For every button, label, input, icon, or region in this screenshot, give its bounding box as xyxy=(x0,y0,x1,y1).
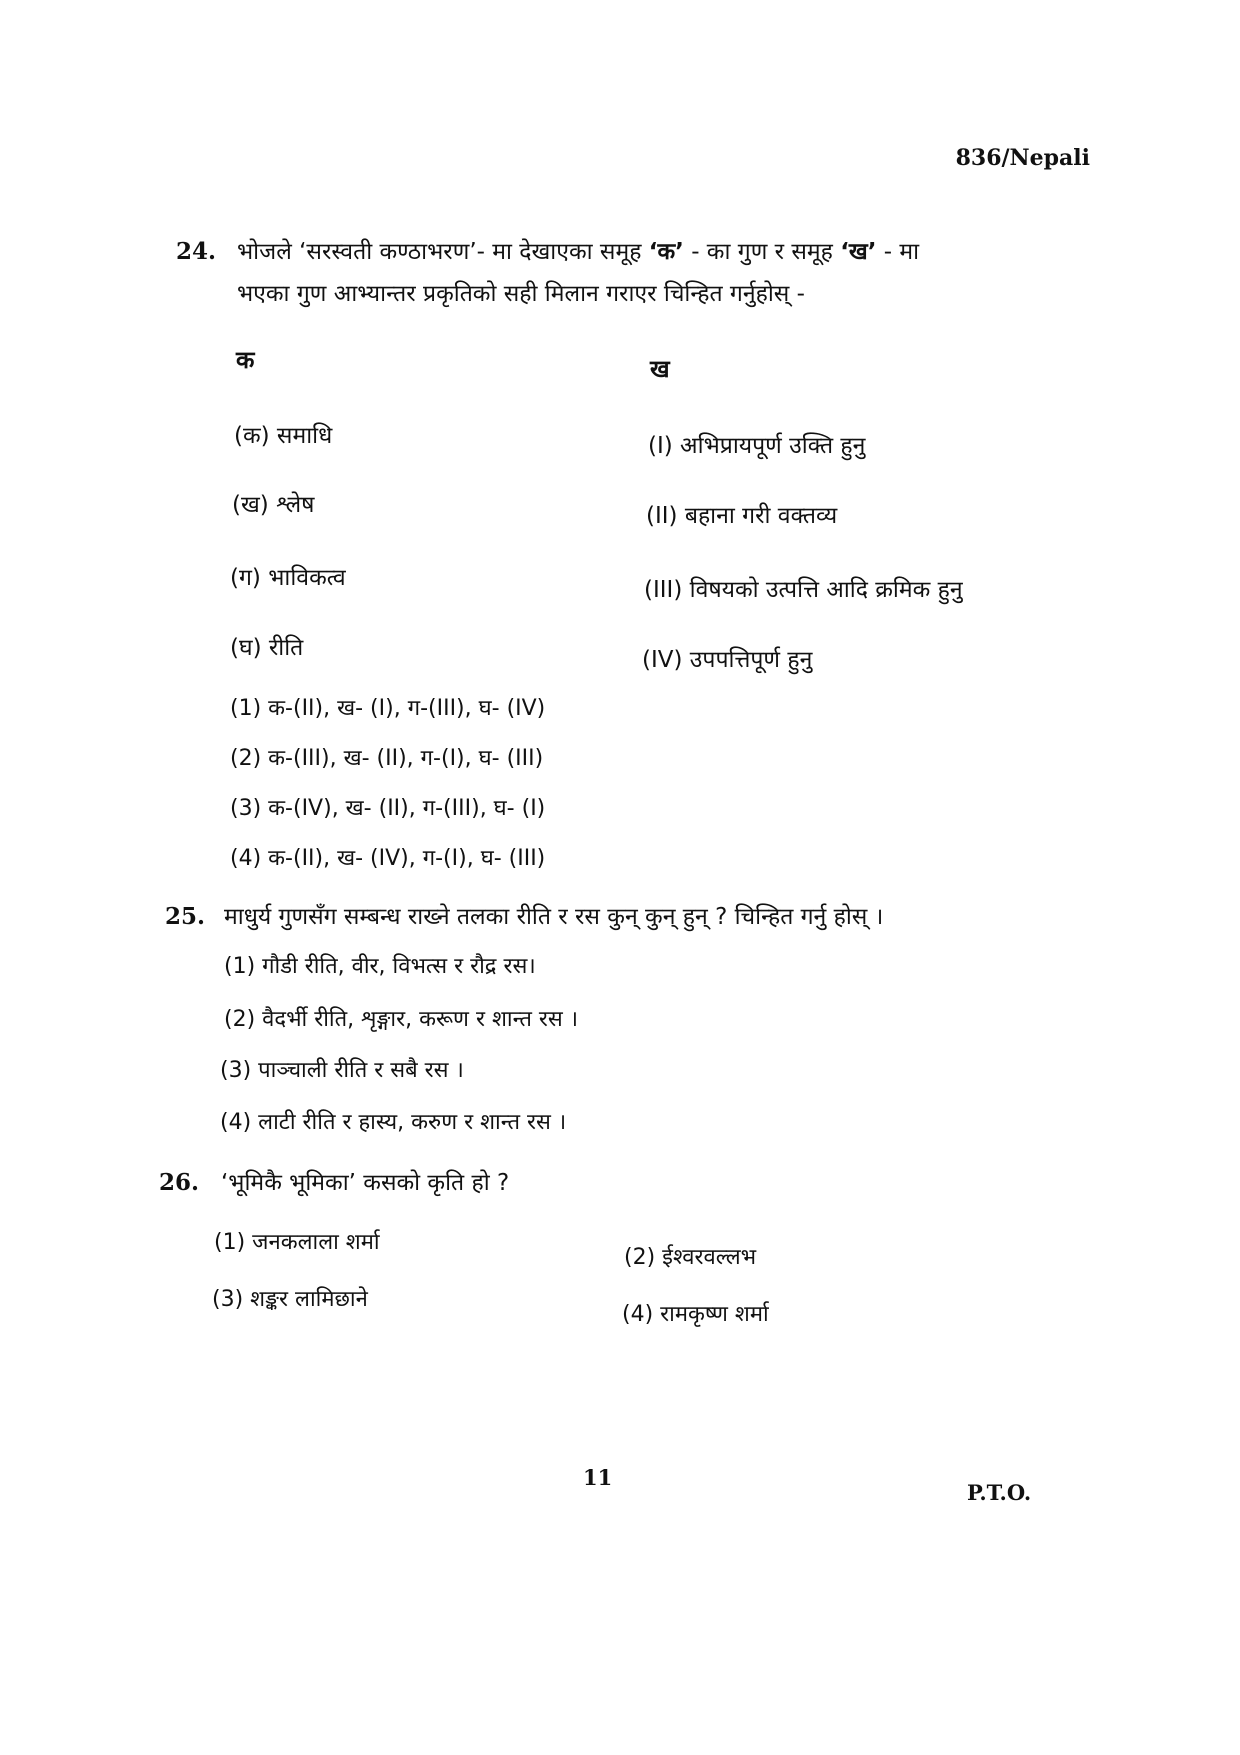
option: (2) क-(III), ख- (II), ग-(I), घ- (III) xyxy=(230,746,544,771)
right-item: (III) विषयको उत्पत्ति आदि क्रमिक हुनु xyxy=(644,577,963,603)
option: (3) क-(IV), ख- (II), ग-(III), घ- (I) xyxy=(230,796,546,821)
question-24-text-line1 xyxy=(237,234,919,270)
q24-text-part: - मा xyxy=(876,239,920,265)
column-ka-heading: क xyxy=(236,346,255,374)
column-kha-heading: ख xyxy=(650,355,670,383)
right-item: (I) अभिप्रायपूर्ण उक्ति हुनु xyxy=(648,433,866,459)
option: (1) क-(II), ख- (I), ग-(III), घ- (IV) xyxy=(230,696,546,721)
q24-group-ka: ‘क’ xyxy=(648,239,684,265)
q24-text-part: भोजले ‘सरस्वती कण्ठाभरण’- मा देखाएका समूह xyxy=(237,239,649,265)
left-item: (ग) भाविकत्व xyxy=(230,565,346,591)
option: (3) शङ्कर लामिछाने xyxy=(212,1287,368,1312)
right-item: (II) बहाना गरी वक्तव्य xyxy=(646,503,838,529)
option: (4) लाटी रीति र हास्य, करुण र शान्त रस । xyxy=(220,1110,567,1135)
option: (4) रामकृष्ण शर्मा xyxy=(622,1302,769,1327)
right-item: (IV) उपपत्तिपूर्ण हुनु xyxy=(642,647,813,673)
option: (4) क-(II), ख- (IV), ग-(I), घ- (III) xyxy=(230,846,546,871)
paper-code: 836/Nepali xyxy=(955,145,1090,171)
question-24-number: 24. xyxy=(176,238,217,265)
page-number: 11 xyxy=(583,1465,613,1490)
q24-text-part: - का गुण र समूह xyxy=(683,239,841,265)
question-26-number: 26. xyxy=(159,1169,200,1196)
left-item: (घ) रीति xyxy=(230,635,304,661)
option: (2) ईश्वरवल्लभ xyxy=(624,1245,757,1270)
question-26-text: ‘भूमिकै भूमिका’ कसको कृति हो ? xyxy=(221,1170,510,1196)
question-25-number: 25. xyxy=(165,903,206,930)
option: (3) पाञ्चाली रीति र सबै रस । xyxy=(220,1058,464,1083)
left-item: (ख) श्लेष xyxy=(232,492,315,518)
question-25-text: माधुर्य गुणसँग सम्बन्ध राख्ने तलका रीति र रस कुन् कुन् हुन् ? चिन्हित गर्नु होस् । xyxy=(224,904,884,930)
q24-group-kha: ‘ख’ xyxy=(840,239,877,265)
option: (2) वैदर्भी रीति, शृङ्गार, करूण र शान्त रस । xyxy=(224,1007,579,1032)
left-item: (क) समाधि xyxy=(234,423,333,449)
option: (1) गौडी रीति, वीर, विभत्स र रौद्र रस। xyxy=(224,954,536,979)
question-24-text-line2: भएका गुण आभ्यान्तर प्रकृतिको सही मिलान गराएर चिन्हित गर्नुहोस् - xyxy=(237,281,805,307)
option: (1) जनकलाला शर्मा xyxy=(214,1230,380,1255)
pto-label: P.T.O. xyxy=(967,1480,1032,1505)
